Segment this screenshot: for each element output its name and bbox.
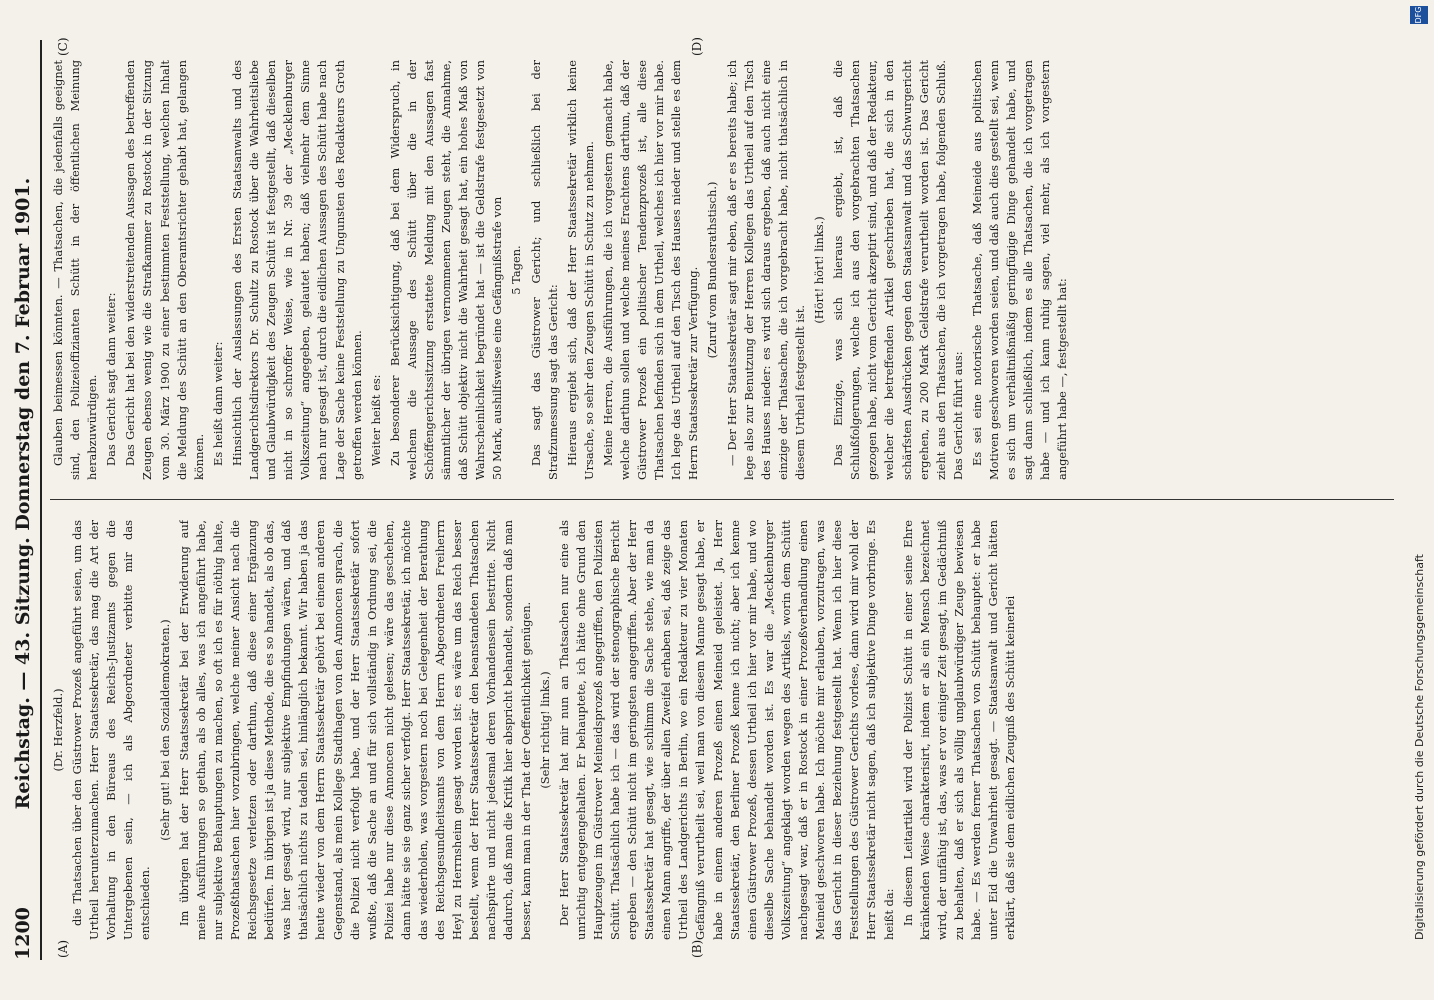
paragraph: Das Gericht sagt dann weiter: [104, 292, 119, 466]
paragraph: Im übrigen hat der Herr Staatssekretär bei der Erwiderung auf meine Ausführungen so gethan, als ob alles, was ich angeführt habe, nur subjektive Behauptungen zu machen, so oft ich es für nöthig halte, Prozeßthatsachen hier vorzubringen, welche meiner Ansicht nach die Reichsgesetze verletzen oder darthun, daß diese einer Ergänzung bedürfen. Im übrigen ist ja diese Methode, die es so handelt, als ob das, was hier gesagt wird, nur subjektive Empfindungen wären, und daß thatsächlich nichts zu tadeln sei, hinlänglich bekannt. Wir haben ja das heute wieder von dem Herrn Staatssekretär gehört bei einem anderen Gegenstand, als mein Kollege Stadthagen von den Annoncen sprach, die die Polizei nicht verfolgt habe, und der Herr Staatssekretär sofort wußte, daß die Sache an und für sich vollständig in Ordnung sei, die Polizei habe nur diese Annoncen nicht gelesen; wäre das geschehen, dann hätte sie sie ganz sicher verfolgt. Herr Staatssekretär, ich möchte das wiederholen, was vorgestern noch bei Gelegenheit der Berathung des Reichsgesundheitsamts von dem Herrn Abgeordneten Freiherrn Heyl zu Herrnsheim gesagt worden ist: es wäre um das Reich besser bestellt, wenn der Herr Staatssekretär den beanstandeten Thatsachen nachspürte und nicht jedesmal deren Vorhandensein bestritte. Nicht dadurch, daß man die Kritik hier abspricht behandelt, sondern daß man besser, kann man in der That der Oeffentlichkeit genügen. [176, 520, 533, 940]
paragraph: (Dr. Herzfeld.) [51, 688, 65, 772]
page-title: Reichstag. — 43. Sitzung. Donnerstag den 7. Februar 1901. [12, 177, 34, 810]
paragraph: Das Einzige, was sich hieraus ergiebt, ist, daß die Schlußfolgerungen, welche ich aus den vorgebrachten Thatsachen gezogen habe, nicht vom Gericht akzeptirt sind, und daß der Redakteur, welcher die betreffenden Artikel geschrieben hat, die sich in den schärfsten Ausdrücken gegen den Staatsanwalt und das Schwurgericht ergehen, zu 200 Mark Geldstrafe verurtheilt worden ist. Das Gericht zieht aus den Thatsachen, die ich vorgetragen habe, folgenden Schluß. Das Gericht führt aus: [831, 60, 965, 480]
paragraph: Das sagt das Güstrower Gericht; und schließlich bei der Strafzumessung sagt das Gericht: [528, 60, 560, 480]
paragraph: Meine Herren, die Ausführungen, die ich vorgestern gemacht habe, welche darthun sollen und welche meines Erachtens darthun, daß der Güstrower Prozeß ein politischer Tendenzprozeß ist, alle diese Thatsachen befinden sich in dem Urtheil, welches ich hier vor mir habe. Ich lege das Urtheil auf den Tisch des Hauses nieder und stelle es dem Herrn Staatssekretär zur Verfügung. [600, 60, 701, 480]
paragraph: die Thatsachen über den Güstrower Prozeß angeführt seien, um das Urtheil herunterzumachen. Herr Staatssekretär, das mag die Art der Vorhaltung in den Büreaus des Reichs-Justizamts gegen die Untergebenen sein, — ich als Abgeordneter verbitte mir das entschieden. [70, 520, 153, 940]
paragraph: (Sehr richtig! links.) [537, 671, 552, 789]
paragraph: In diesem Leitartikel wird der Polizist Schütt in einer seine Ehre kränkenden Weise charakterisirt, indem er als ein Mensch bezeichnet wird, der unfähig ist, das, was er vor einiger Zeit gesagt, im Gedächtniß zu behalten, daß er sich als völlig unglaubwürdiger Zeuge bewiesen habe. — Es werden ferner Thatsachen von Schütt behauptet: er habe unter Eid die Unwahrheit gesagt. — Staatsanwalt und Gericht hätten erklärt, daß sie dem eidlichen Zeugniß des Schütt keinerlei [900, 520, 1018, 940]
paragraph: 5 Tagen. [509, 245, 524, 295]
paragraph: (Sehr gut! bei den Sozialdemokraten.) [157, 619, 172, 841]
paragraph: (Hört! hört! links.) [812, 216, 827, 324]
paragraph: Das Gericht hat bei den widerstreitenden Aussagen des betreffenden Zeugen ebenso wenig wie die Strafkammer zu Rostock in der Sitzung vom 30. März 1900 zu einer bestimmten Feststellung, welchen Inhalt die Meldung des Schütt an den Oberamtsrichter gehabt hat, gelangen können. [123, 60, 206, 480]
paragraph: Hieraus ergiebt sich, daß der Herr Staatssekretär wirklich keine Ursache, so sehr den Zeugen Schütt in Schutz zu nehmen. [564, 60, 596, 480]
margin-mark-c: (C) [56, 37, 70, 56]
left-column [50, 520, 1404, 940]
page-number: 1200 [12, 907, 34, 960]
paragraph: Glauben beimessen könnten. — Thatsachen, die jedenfalls geeignet sind, den Polizeioffizianten Schütt in der öffentlichen Meinung herabzuwürdigen. [51, 60, 100, 480]
paragraph: Zu besonderer Berücksichtigung, daß bei dem Widerspruch, in welchem die Aussage des Schütt über die in der Schöffengerichtssitzung erstattete Meldung mit den Aussagen fast sämmtlicher der übrigen vernommenen Zeugen steht, die Annahme, daß Schütt objektiv nicht die Wahrheit gesagt hat, ein hohes Maß von Wahrscheinlichkeit begründet hat — ist die Geldstrafe festgesetzt von 50 Mark, aushilfsweise eine Gefängnißstrafe von [387, 60, 505, 480]
paragraph: — Der Herr Staatssekretär sagt mir eben, daß er es bereits habe; ich lege also zur Benutzung der Herren Kollegen das Urtheil auf den Tisch des Hauses nieder: es wird sich daraus ergeben, daß auch nicht eine einzige der Thatsachen, die ich vorgebracht habe, nicht thatsächlich in diesem Urtheil festgestellt ist. [724, 60, 807, 480]
paragraph: Der Herr Staatssekretär hat mir nun an Thatsachen nur eine als unrichtig entgegengehalten. Er behauptete, ich hätte ohne Grund den Hauptzeugen im Güstrower Meineidsprozeß angegriffen, den Polizisten Schütt. Thatsächlich habe ich — das wird der stenographische Bericht ergeben — den Schütt nicht im geringsten angegriffen. Aber der Herr Staatssekretär hat gesagt, wie schlimm die Sache stehe, wie man da einen Mann angriffe, der über allen Zweifel erhaben sei, daß zeige das Urtheil des Landgerichts in Berlin, wo ein Redakteur zu vier Monaten Gefängniß verurtheilt sei, weil man von diesem Manne gesagt habe, er habe in einem anderen Prozeß einen Meineid geleistet. Ja, Herr Staatssekretär, den Berliner Prozeß kenne ich nicht; aber ich kenne einen Güstrower Prozeß, dessen Urtheil ich hier vor mir habe, und wo dieselbe Sache behandelt worden ist. Es war die „Mecklenburger Volkszeitung“ angeklagt worden wegen des Artikels, worin dem Schütt nachgesagt war, daß er in Rostock in einer Prozeßverhandlung einen Meineid geschworen habe. Ich möchte mir erlauben, vorzutragen, was das Gericht in dieser Beziehung festgestellt hat. Wenn ich hier diese Feststellungen des Güstrower Gerichts vorlese, dann wird mir wohl der Herr Staatssekretär nicht sagen, daß ich subjektive Dinge vorbringe. Es heißt da: [556, 520, 896, 940]
margin-mark-d: (D) [690, 37, 704, 56]
dfg-logo: DFG [1410, 6, 1428, 24]
page-header [8, 40, 38, 960]
paragraph: Es sei eine notorische Thatsache, daß Meineide aus politischen Motiven geschworen worden seien, und daß auch dies gestellt sei, wenn es sich um verhältnißmäßig geringfügige Dinge gehandelt habe, und sagt dann schließlich, indem es alle Thatsachen, die ich vorgetragen habe — und ich kann ruhig sagen, viel mehr, als ich vorgestern angeführt habe —, festgestellt hat: [969, 60, 1070, 480]
paragraph: (Zuruf vom Bundesrathstisch.) [705, 181, 720, 359]
header-rule [40, 40, 42, 960]
column-divider [50, 499, 1394, 500]
margin-mark-a: (A) [56, 939, 70, 958]
footer-credit: Digitalisierung gefördert durch die Deutsche Forschungsgemeinschaft [1413, 554, 1426, 940]
margin-mark-b: (B) [690, 939, 704, 958]
paragraph: Weiter heißt es: [368, 374, 383, 466]
paragraph: Es heißt dann weiter: [210, 341, 225, 466]
right-column [50, 60, 1404, 480]
paragraph: Hinsichtlich der Auslassungen des Ersten Staatsanwalts und des Landgerichtsdirektors Dr. Schultz zu Rostock über die Wahrheitsliebe und Glaubwürdigkeit des Zeugen Schütt ist festgestellt, daß dieselben nicht in so schroffer Weise, wie in Nr. 39 der „Mecklenburger Volkszeitung“ angegeben, gelautet haben; daß vielmehr dem Sinne nach nur gesagt ist, durch die eidlichen Aussagen des Schütt habe nach Lage der Sache keine Feststellung zu Ungunsten des Redakteurs Groth getroffen werden können. [229, 60, 364, 480]
